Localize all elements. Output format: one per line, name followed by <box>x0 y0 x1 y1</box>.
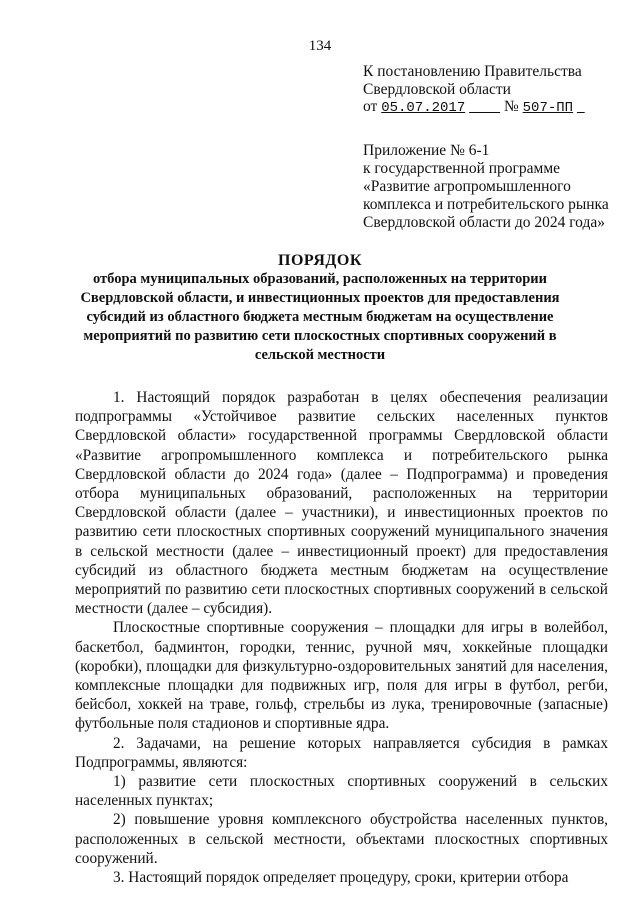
date-underline-gap <box>469 98 500 115</box>
paragraph-2: Плоскостные спортивные сооружения – площадки для игры в волейбол, баскетбол, бадминтон, городки, теннис, ручной мяч, хоккейные площадки (коробки), площадки для физкультурно-оздоровительных занятий для населения, комплексные площадки для подвижных игр, поля для игры в футбол, регби, бейсбол, хоккей на траве, гольф, стрельбы из лука, тренировочные (запасные) футбольные поля стадионов и спортивные ядра. <box>75 619 608 733</box>
document-body <box>75 388 608 887</box>
resolution-number: 507-ПП <box>522 100 574 116</box>
paragraph-6: 3. Настоящий порядок определяет процедуру, сроки, критерии отбора <box>113 869 569 887</box>
document-subtitle: отбора муниципальных образований, расположенных на территории Свердловской области, и инвестиционных проектов для предоставления субсидий из областного бюджета местным бюджетам на осуществление мероприятий по развитию сети плоскостных спортивных сооружений в сельской местности <box>80 271 560 363</box>
from-label: от <box>363 98 378 115</box>
appendix-line-5: Свердловской области до 2024 года» <box>363 214 605 231</box>
paragraph-5: 2) повышение уровня комплексного обустройства населенных пунктов, расположенных в сельской местности, объектами плоскостных спортивных сооружений. <box>75 811 608 867</box>
appendix-line-1: Приложение № 6-1 <box>363 142 490 159</box>
appendix-line-3: «Развитие агропромышленного <box>363 178 571 195</box>
paragraph-1: 1. Настоящий порядок разработан в целях обеспечения реализации подпрограммы «Устойчивое развитие сельских населенных пунктов Свердловской области» государственной программы Свердловской области «Развитие агропромышленного комплекса и потребительского рынка Свердловской области до 2024 года» (далее – Подпрограмма) и проведения отбора муниципальных образований, расположенных на территории Свердловской области (далее – участники), и инвестиционных проектов по развитию сети плоскостных спортивных сооружений муниципального значения в сельской местности (далее – инвестиционный проект) для предоставления субсидий из областного бюджета местным бюджетам на осуществление мероприятий по развитию сети плоскостных спортивных сооружений в сельской местности (далее – субсидия). <box>75 389 608 618</box>
appendix-header <box>363 142 628 232</box>
document-title: ПОРЯДОК <box>278 252 362 269</box>
paragraph-3: 2. Задачами, на решение которых направляется субсидия в рамках Подпрограммы, являются: <box>75 734 608 771</box>
header-line-2: Свердловской области <box>363 80 511 98</box>
appendix-line-4: комплекса и потребительского рынка <box>363 196 609 213</box>
resolution-header <box>363 63 623 118</box>
header-date-number-line <box>363 98 623 118</box>
number-label: № <box>503 98 519 115</box>
resolution-date: 05.07.2017 <box>381 100 466 116</box>
paragraph-4: 1) развитие сети плоскостных спортивных сооружений в сельских населенных пунктах; <box>75 773 608 810</box>
appendix-line-2: к государственной программе <box>363 160 561 177</box>
number-underline-gap <box>577 98 585 115</box>
page-number: 134 <box>308 38 332 54</box>
header-line-1: К постановлению Правительства <box>363 63 582 80</box>
